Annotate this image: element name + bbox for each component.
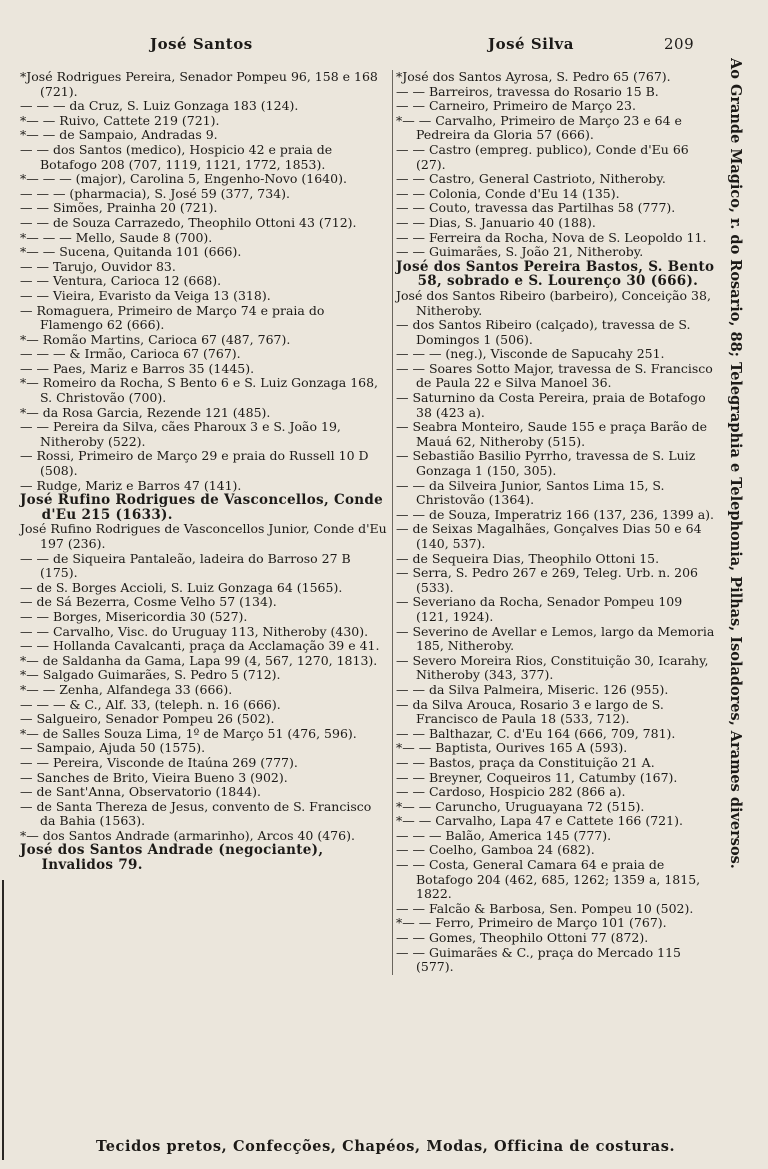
directory-entry: — Sebastião Basilio Pyrrho, travessa de S. Luiz Gonzaga 1 (150, 305).	[396, 448, 696, 479]
directory-entry: — Rudge, Mariz e Barros 47 (141).	[20, 477, 242, 493]
directory-entry: *— Salgado Guimarães, S. Pedro 5 (712).	[20, 667, 281, 683]
directory-entry: — — Balthazar, C. d'Eu 164 (666, 709, 781).	[396, 725, 676, 741]
directory-entry: — — Gomes, Theophilo Ottoni 77 (872).	[396, 930, 649, 946]
directory-entry: — — — (pharmacia), S. José 59 (377, 734).	[20, 185, 291, 201]
directory-entry: — — Pereira, Visconde de Itaúna 269 (777).	[20, 754, 298, 770]
directory-entry: — — Ventura, Carioca 12 (668).	[20, 273, 222, 289]
directory-entry: — Saturnino da Costa Pereira, praia de Botafogo 38 (423 a).	[396, 390, 706, 420]
directory-entry: — — Coelho, Gamboa 24 (682).	[396, 842, 595, 858]
directory-entry: — — Colonia, Conde d'Eu 14 (135).	[396, 185, 620, 201]
directory-entry: — — de Souza Carrazedo, Theophilo Ottoni 43 (712).	[20, 214, 357, 230]
directory-entry: — de Sá Bezerra, Cosme Velho 57 (134).	[20, 594, 277, 610]
directory-entry: — Seabra Monteiro, Saude 155 e praça Barão de Mauá 62, Nitheroby (515).	[396, 419, 707, 449]
directory-entry: — — Dias, S. Januario 40 (188).	[396, 214, 596, 230]
directory-entry: — de Sant'Anna, Observatorio (1844).	[20, 784, 262, 800]
directory-entry: — — — da Cruz, S. Luiz Gonzaga 183 (124).	[20, 98, 299, 114]
directory-entry: — — de Siqueira Pantaleão, ladeira do Barroso 27 B (175).	[20, 550, 351, 581]
directory-entry: — Rossi, Primeiro de Março 29 e praia do Russell 10 D (508).	[20, 448, 369, 479]
directory-entry: *— — Sucena, Quitanda 101 (666).	[20, 244, 242, 260]
header-left: José Santos	[150, 35, 253, 53]
directory-entry: — — Soares Sotto Major, travessa de S. Francisco de Paula 22 e Silva Manoel 36.	[396, 360, 713, 391]
directory-entry: — — Bastos, praça da Constituição 21 A.	[396, 754, 655, 770]
directory-entry: — — Tarujo, Ouvidor 83.	[20, 258, 176, 274]
directory-entry: — — Breyner, Coqueiros 11, Catumby (167).	[396, 769, 678, 785]
directory-entry: *— dos Santos Andrade (armarinho), Arcos 40 (476).	[20, 827, 355, 843]
directory-entry: *— de Saldanha da Gama, Lapa 99 (4, 567, 1270, 1813).	[20, 652, 378, 668]
binding-edge-mark	[2, 880, 12, 1160]
left-column	[20, 70, 390, 873]
side-advertisement: Ao Grande Magico, r. do Rosario, 88; Telegraphia e Telephonia, Pilhas, Isoladores, Arames diversos.	[727, 58, 744, 869]
directory-entry: *— — Carvalho, Lapa 47 e Cattete 166 (721).	[396, 813, 683, 829]
directory-entry: *— da Rosa Garcia, Rezende 121 (485).	[20, 404, 271, 420]
directory-entry: — — Cardoso, Hospicio 282 (866 a).	[396, 784, 626, 800]
directory-entry: *— — — Mello, Saude 8 (700).	[20, 229, 213, 245]
directory-entry: — Severo Moreira Rios, Constituição 30, Icarahy, Nitheroby (343, 377).	[396, 652, 709, 683]
directory-entry: — Serra, S. Pedro 267 e 269, Teleg. Urb. n. 206 (533).	[396, 565, 699, 595]
directory-entry: — de S. Borges Accioli, S. Luiz Gonzaga 64 (1565).	[20, 579, 343, 595]
directory-entry: — da Silva Arouca, Rosario 3 e largo de S. Francisco de Paula 18 (533, 712).	[396, 696, 664, 727]
directory-entry: *— — Caruncho, Uruguayana 72 (515).	[396, 798, 645, 814]
directory-entry: — — dos Santos (medico), Hospicio 42 e praia de Botafogo 208 (707, 1119, 1121, 1772, 1853).	[20, 141, 333, 172]
directory-entry: — Sanches de Brito, Vieira Bueno 3 (902).	[20, 769, 288, 785]
directory-entry: — — Guimarães, S. João 21, Nitheroby.	[396, 244, 644, 260]
directory-entry: — — Carneiro, Primeiro de Março 23.	[396, 98, 636, 114]
directory-entry: — — — Balão, America 145 (777).	[396, 827, 612, 843]
directory-entry: — — Simões, Prainha 20 (721).	[20, 200, 218, 216]
directory-entry: *— Romão Martins, Carioca 67 (487, 767).	[20, 331, 291, 347]
directory-entry: *— — Carvalho, Primeiro de Março 23 e 64 e Pedreira da Gloria 57 (666).	[396, 112, 682, 143]
directory-entry: — de Seixas Magalhães, Gonçalves Dias 50 e 64 (140, 537).	[396, 521, 702, 551]
directory-entry: — Salgueiro, Senador Pompeu 26 (502).	[20, 711, 275, 727]
directory-entry: José Rufino Rodrigues de Vasconcellos, Conde d'Eu 215 (1633).	[20, 492, 384, 523]
directory-entry: José dos Santos Pereira Bastos, S. Bento 58, sobrado e S. Lourenço 30 (666).	[396, 258, 715, 290]
directory-entry: — — — & Irmão, Carioca 67 (767).	[20, 346, 241, 362]
directory-entry: — — Guimarães & C., praça do Mercado 115 (577).	[396, 944, 681, 975]
right-column	[392, 70, 716, 975]
footer-advertisement: Tecidos pretos, Confecções, Chapéos, Modas, Officina de costuras.	[96, 1138, 676, 1155]
directory-entry: José Rufino Rodrigues de Vasconcellos Junior, Conde d'Eu 197 (236).	[20, 521, 387, 551]
directory-entry: — — Pereira da Silva, cães Pharoux 3 e S. João 19, Nitheroby (522).	[20, 419, 341, 449]
directory-entry: — de Santa Thereza de Jesus, convento de S. Francisco da Bahia (1563).	[20, 798, 372, 829]
directory-entry: — — Paes, Mariz e Barros 35 (1445).	[20, 360, 255, 376]
directory-entry: — de Sequeira Dias, Theophilo Ottoni 15.	[396, 550, 660, 566]
directory-entry: — — de Souza, Imperatriz 166 (137, 236, 1399 a).	[396, 506, 715, 522]
directory-entry: — — Hollanda Cavalcanti, praça da Acclamação 39 e 41.	[20, 638, 380, 654]
directory-entry: *— — Zenha, Alfandega 33 (666).	[20, 681, 233, 697]
directory-entry: *— — Baptista, Ourives 165 A (593).	[396, 740, 628, 756]
directory-entry: *— de Salles Souza Lima, 1º de Março 51 (476, 596).	[20, 725, 357, 741]
directory-entry: — — Carvalho, Visc. do Uruguay 113, Nitheroby (430).	[20, 623, 369, 639]
header-middle: José Silva	[488, 35, 574, 53]
directory-entry: — Romaguera, Primeiro de Março 74 e praia do Flamengo 62 (666).	[20, 302, 325, 333]
directory-entry: *José dos Santos Ayrosa, S. Pedro 65 (767).	[396, 69, 671, 84]
directory-entry: — — Vieira, Evaristo da Veiga 13 (318).	[20, 287, 271, 303]
directory-entry: — — — (neg.), Visconde de Sapucahy 251.	[396, 346, 665, 362]
directory-entry: José dos Santos Ribeiro (barbeiro), Conceição 38, Nitheroby.	[396, 287, 711, 318]
directory-entry: *— — Ferro, Primeiro de Março 101 (767).	[396, 915, 667, 931]
directory-entry: — — Barreiros, travessa do Rosario 15 B.	[396, 83, 659, 99]
directory-entry: — — da Silveira Junior, Santos Lima 15, S. Christovão (1364).	[396, 477, 665, 508]
directory-entry: — dos Santos Ribeiro (calçado), travessa de S. Domingos 1 (506).	[396, 317, 691, 347]
directory-entry: — — Castro (empreg. publico), Conde d'Eu 66 (27).	[396, 141, 689, 172]
directory-entry: José dos Santos Andrade (negociante), Invalidos 79.	[20, 842, 324, 874]
directory-entry: *José Rodrigues Pereira, Senador Pompeu 96, 158 e 168 (721).	[20, 69, 378, 99]
directory-entry: *— — Ruivo, Cattete 219 (721).	[20, 112, 220, 128]
directory-entry: *— Romeiro da Rocha, S Bento 6 e S. Luiz Gonzaga 168, S. Christovão (700).	[20, 375, 379, 406]
directory-entry: — — Costa, General Camara 64 e praia de Botafogo 204 (462, 685, 1262; 1359 a, 1815, 1822.	[396, 857, 701, 902]
directory-entry: — Sampaio, Ajuda 50 (1575).	[20, 740, 206, 756]
directory-entry: — Severino de Avellar e Lemos, largo da Memoria 185, Nitheroby.	[396, 623, 715, 654]
page-number: 209	[664, 35, 695, 53]
directory-entry: *— — de Sampaio, Andradas 9.	[20, 127, 218, 143]
directory-entry: — — Borges, Misericordia 30 (527).	[20, 608, 248, 624]
directory-entry: — — — & C., Alf. 33, (teleph. n. 16 (666).	[20, 696, 281, 712]
directory-entry: — — Couto, travessa das Partilhas 58 (777).	[396, 200, 676, 216]
directory-entry: — Severiano da Rocha, Senador Pompeu 109 (121, 1924).	[396, 594, 683, 624]
directory-entry: *— — — (major), Carolina 5, Engenho-Novo (1640).	[20, 171, 347, 187]
directory-entry: — — da Silva Palmeira, Miseric. 126 (955).	[396, 681, 669, 697]
directory-entry: — — Falcão & Barbosa, Sen. Pompeu 10 (502).	[396, 900, 694, 916]
directory-entry: — — Castro, General Castrioto, Nitheroby.	[396, 171, 666, 187]
directory-entry: — — Ferreira da Rocha, Nova de S. Leopoldo 11.	[396, 229, 707, 245]
